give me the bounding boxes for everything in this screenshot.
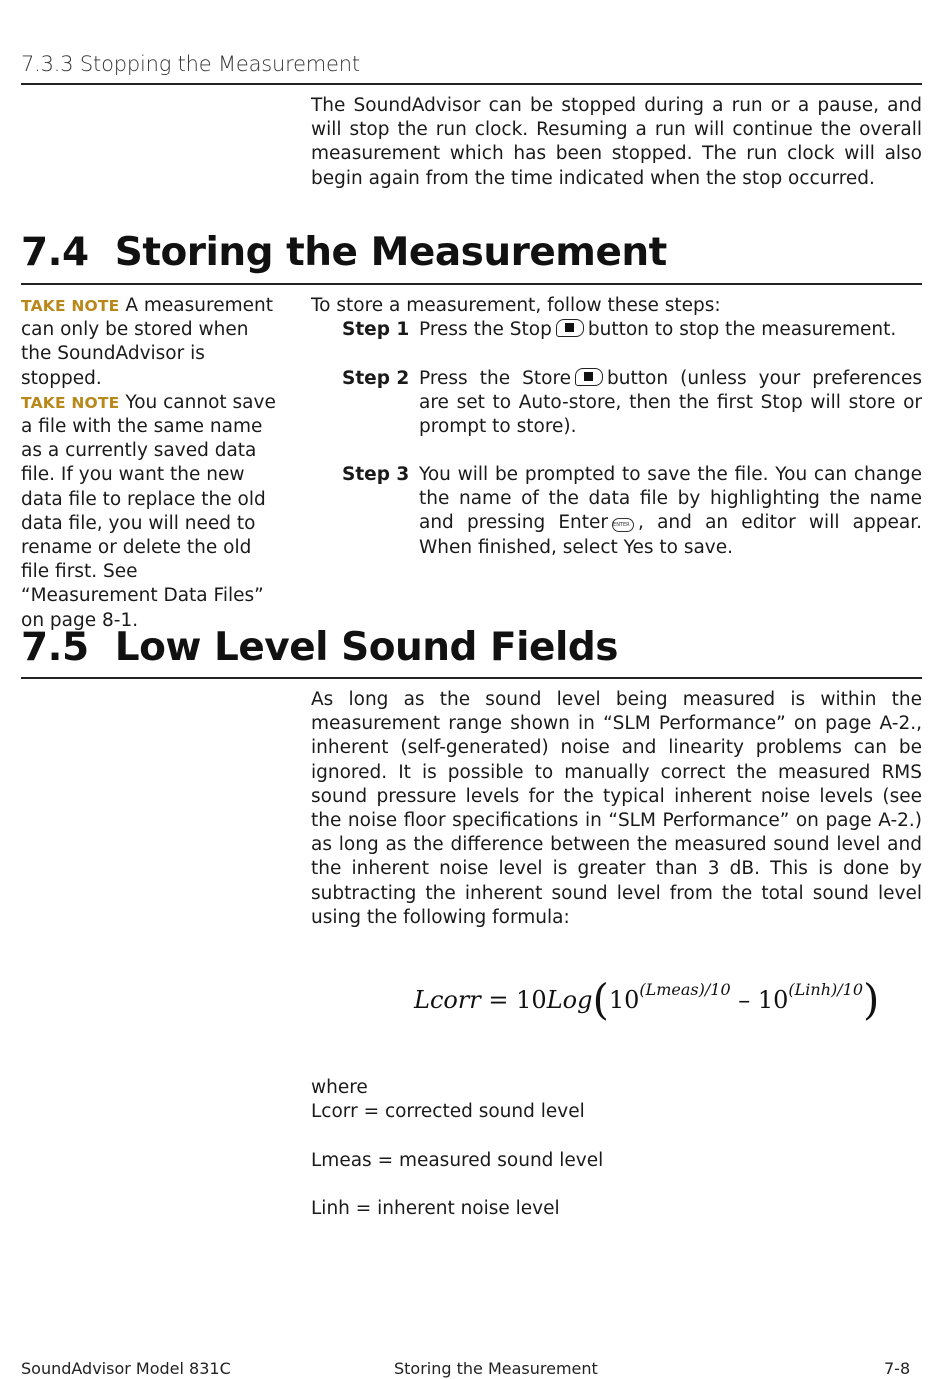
step-text-part: button to stop the measurement. [587,319,897,340]
enter-button-icon: ENTER [612,518,634,532]
step-label: Step 2 [342,368,410,389]
footer-product: SoundAdvisor Model 831C [21,1359,231,1378]
where-label: where [311,1077,368,1098]
step-text [419,318,922,342]
formula-lhs: Lcorr [414,986,481,1014]
heading-rule [21,83,922,85]
steps-intro: To store a measurement, follow these steps: [311,295,721,316]
correction-formula [414,975,879,1024]
take-note-label: TAKE NOTE [21,393,120,412]
step-text [419,367,922,440]
take-note-label: TAKE NOTE [21,297,120,315]
page-number: 7-8 [884,1359,911,1378]
formula-close-paren: ) [863,975,880,1024]
heading-rule [21,283,922,285]
step-text-part: button (unless your preferences are set to Auto-store, then the first Stop will store or prompt to store). [419,368,922,438]
step-text-part: Press the Stop [419,319,552,340]
take-note-text: You cannot save a file with the same name as a currently saved data file. If you want the new data file to replace the old data file, you will need to rename or delete the old file first. See “Measurement Data Files” on page 8-1. [21,391,276,631]
step-text [419,463,922,560]
take-note-text: A measurement can only be stored when the SoundAdvisor is stopped. [21,295,273,389]
step-text-part: You will be prompted to save the file. You can change the name of the data file by highlighting the name and pressing Enter [419,464,922,534]
formula-minus: – 10 [730,986,789,1014]
stop-button-icon [556,319,584,337]
formula-log: Log [546,986,593,1014]
definition-linh: Linh = inherent noise level [311,1198,560,1219]
subsection-heading-733: 7.3.3 Stopping the Measurement [21,52,360,76]
footer-section: Storing the Measurement [394,1359,598,1378]
stopping-paragraph: The SoundAdvisor can be stopped during a run or a pause, and will stop the run clock. Resuming a run will continue the overall measurement which has been stopped. The run clock will also begin again from the time indicated when the stop occurred. [311,95,922,189]
formula-exponent: (Linh)/10 [788,980,864,999]
formula-eq: = 10 [480,986,547,1014]
step-label: Step 3 [342,464,410,485]
store-button-icon [575,368,603,386]
section-heading-74: 7.4 Storing the Measurement [21,230,667,275]
heading-rule [21,677,922,679]
formula-base: 10 [608,986,640,1014]
definition-lmeas: Lmeas = measured sound level [311,1150,604,1171]
formula-exponent: (Lmeas)/10 [639,980,731,999]
step-label: Step 1 [342,319,410,340]
low-level-paragraph: As long as the sound level being measured is within the measurement range shown in “SLM Performance” on page A-2., inherent (self-generated) noise and linearity problems can be ignored. It is possible to manually correct the measured RMS sound pressure levels for the typical inherent noise levels (see the noise floor specifications in “SLM Performance” on page A-2.) as long as the difference between the measured sound level and the inherent noise level is greater than 3 dB. This is done by subtracting the inherent sound level from the total sound level using the following formula: [311,689,922,928]
definition-lcorr: Lcorr = corrected sound level [311,1101,585,1122]
formula-open-paren: ( [592,975,609,1024]
sidebar-notes [21,294,279,633]
step-text-part: , and an editor will appear. When finished, select Yes to save. [419,512,922,558]
section-heading-75: 7.5 Low Level Sound Fields [21,625,618,670]
step-text-part: Press the Store [419,368,572,389]
